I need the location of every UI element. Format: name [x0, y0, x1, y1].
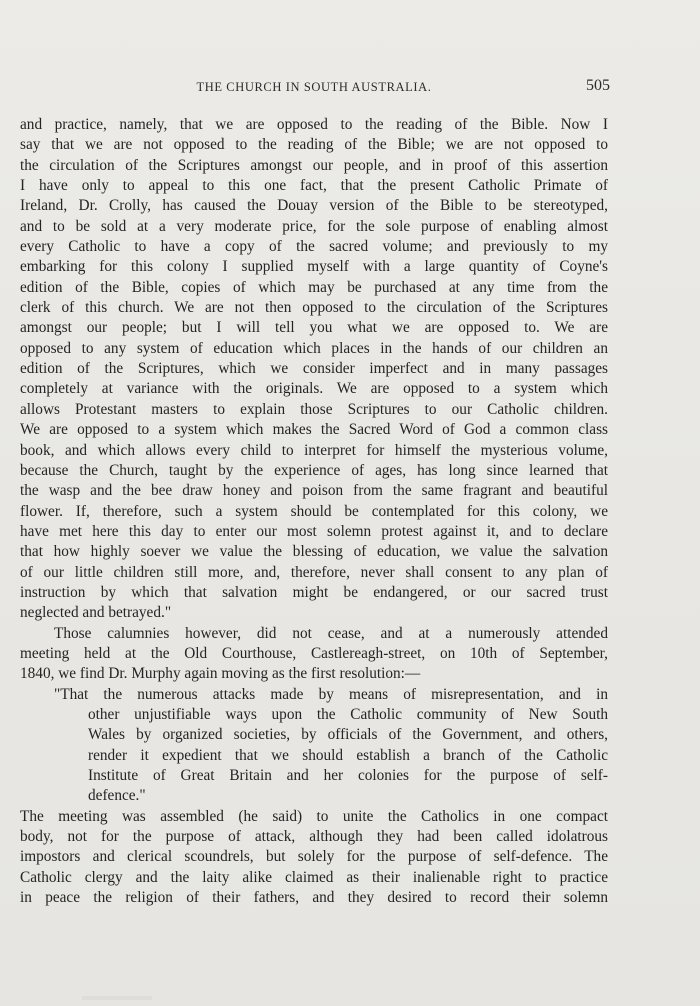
running-header: [18, 77, 610, 99]
quote-line: defence.": [88, 787, 146, 805]
text-line: completely at variance with the originals. We are opposed to a system which: [20, 380, 608, 398]
running-title: THE CHURCH IN SOUTH AUSTRALIA.: [196, 80, 432, 94]
quote-line: Wales by organized societies, by officials of the Government, and others,: [88, 726, 608, 744]
quote-line: Institute of Great Britain and her colonies for the purpose of self-: [88, 767, 608, 784]
text-line: allows Protestant masters to explain those Scriptures to our Catholic children.: [20, 400, 608, 418]
text-line: 1840, we find Dr. Murphy again moving as the first resolution:—: [20, 665, 421, 683]
text-line: in peace the religion of their fathers, and they desired to record their solemn: [20, 889, 608, 907]
text-line: book, and which allows every child to interpret for himself the mysterious volume,: [20, 441, 608, 459]
page-number: 505: [586, 77, 610, 94]
text-line: say that we are not opposed to the reading of the Bible; we are not opposed to: [20, 136, 608, 154]
text-line: Ireland, Dr. Crolly, has caused the Douay version of the Bible to be stereotyped,: [20, 197, 608, 215]
text-line: The meeting was assembled (he said) to unite the Catholics in one compact: [20, 807, 608, 825]
text-line: of our little children still more, and, therefore, never shall consent to any plan of: [20, 563, 608, 581]
text-line: Catholic clergy and the laity alike claimed as their inalienable right to practice: [20, 868, 608, 886]
text-line: the wasp and the bee draw honey and poison from the same fragrant and beautiful: [20, 482, 608, 500]
scan-smudge: [82, 996, 152, 1000]
quote-line: render it expedient that we should establish a branch of the Catholic: [88, 746, 608, 764]
text-line: instruction by which that salvation might be endangered, or our sacred trust: [20, 583, 608, 601]
text-line: body, not for the purpose of attack, although they had been called idolatrous: [20, 828, 608, 846]
text-line: the circulation of the Scriptures amongst our people, and in proof of this assertion: [20, 156, 608, 174]
text-line: have met here this day to enter our most solemn protest against it, and to declare: [20, 522, 608, 540]
text-line: clerk of this church. We are not then opposed to the circulation of the Scriptures: [20, 299, 608, 317]
text-line: neglected and betrayed.": [20, 604, 172, 622]
text-line: every Catholic to have a copy of the sacred volume; and previously to my: [20, 238, 608, 256]
text-line: because the Church, taught by the experience of ages, has long since learned that: [20, 461, 608, 479]
paragraph-first-line: Those calumnies however, did not cease, and at a numerously attended: [54, 624, 608, 642]
text-line: edition of the Scriptures, which we consider imperfect and in many passages: [20, 360, 608, 378]
quote-first-line: "That the numerous attacks made by means of misrepresentation, and in: [54, 685, 608, 703]
text-line: flower. If, therefore, such a system should be contemplated for this colony, we: [20, 502, 608, 520]
text-line: that how highly soever we value the blessing of education, we value the salvation: [20, 543, 608, 561]
text-line: impostors and clerical scoundrels, but solely for the purpose of self-defence. The: [20, 848, 608, 866]
text-line: We are opposed to a system which makes the Sacred Word of God a common class: [20, 421, 608, 439]
text-line: meeting held at the Old Courthouse, Castlereagh-street, on 10th of September,: [20, 644, 608, 662]
text-line: opposed to any system of education which places in the hands of our children an: [20, 339, 608, 357]
text-line: and practice, namely, that we are opposed to the reading of the Bible. Now I: [20, 116, 608, 133]
text-line: amongst our people; but I will tell you what we are opposed to. We are: [20, 319, 608, 337]
text-line: embarking for this colony I supplied myself with a large quantity of Coyne's: [20, 258, 608, 276]
page-body-text: [20, 115, 608, 908]
text-line: edition of the Bible, copies of which may be purchased at any time from the: [20, 278, 608, 296]
text-line: I have only to appeal to this one fact, that the present Catholic Primate of: [20, 177, 608, 195]
text-line: and to be sold at a very moderate price, for the sole purpose of enabling almost: [20, 217, 608, 235]
quote-line: other unjustifiable ways upon the Catholic community of New South: [88, 705, 608, 723]
